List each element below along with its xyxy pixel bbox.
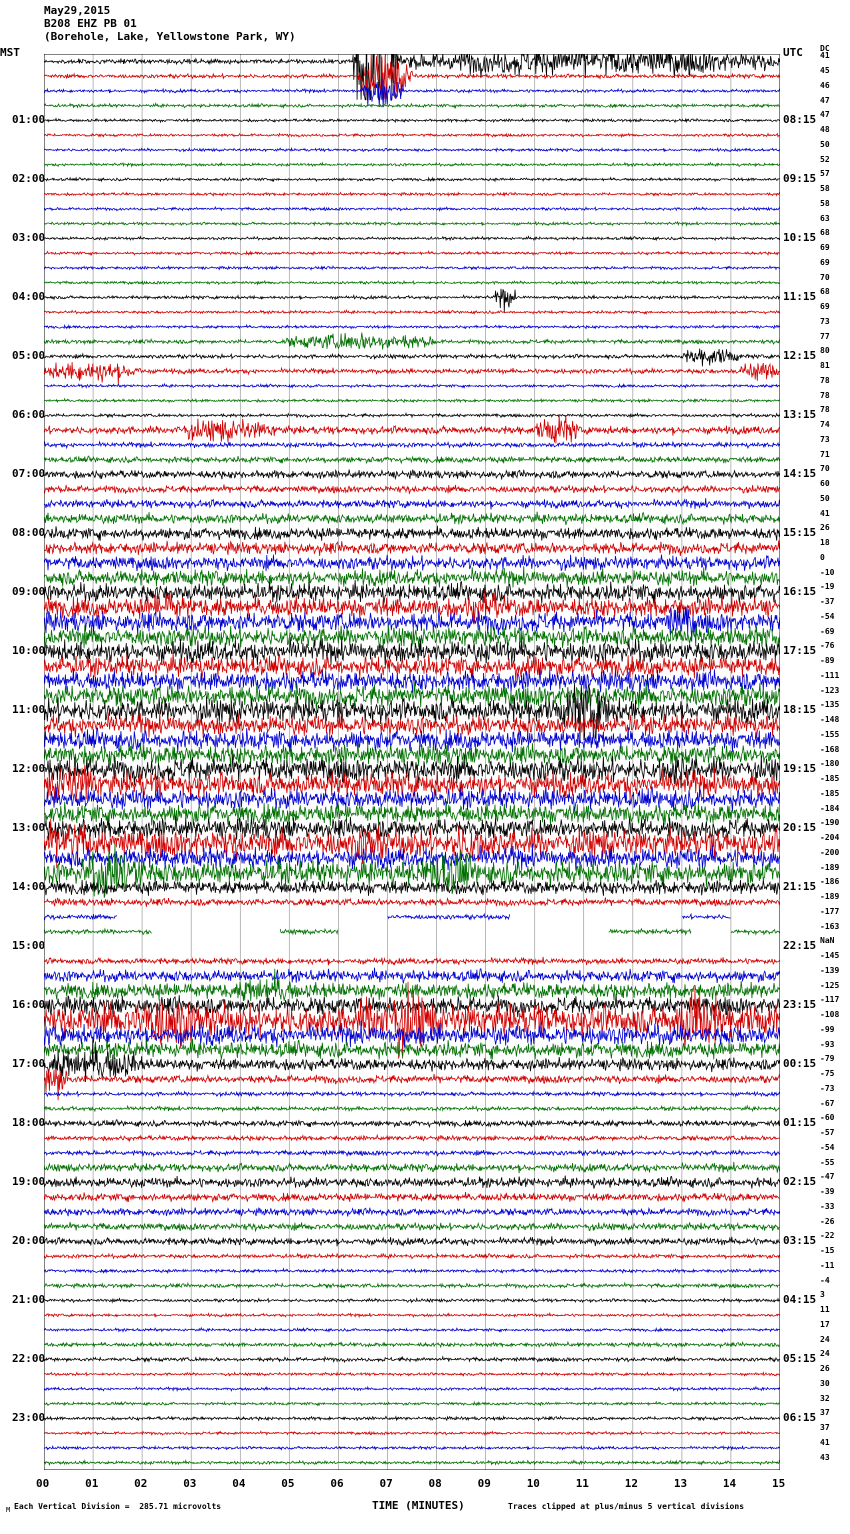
dc-value: -73 (820, 1083, 835, 1093)
dc-value: -139 (820, 965, 840, 975)
trace-line (44, 512, 780, 525)
dc-value: -185 (820, 788, 840, 798)
trace-line (44, 540, 780, 556)
trace-line (44, 898, 780, 907)
x-tick-label: 09 (477, 1477, 491, 1490)
dc-value: 41 (820, 1437, 830, 1447)
dc-value: -10 (820, 567, 835, 577)
x-tick-label: 15 (772, 1477, 786, 1490)
dc-value: 57 (820, 169, 830, 179)
hour-label-utc: 09:15 (783, 172, 817, 186)
trace-line (44, 1387, 780, 1391)
hour-label-mst: 17:00 (12, 1057, 46, 1071)
dc-value: 43 (820, 1452, 830, 1462)
dc-value: -79 (820, 1054, 835, 1064)
trace-line (280, 929, 338, 934)
trace-line (44, 148, 780, 152)
trace-line (44, 178, 780, 182)
dc-value: -189 (820, 892, 840, 902)
hour-label-mst: 07:00 (12, 467, 46, 481)
dc-value: 60 (820, 479, 830, 489)
x-tick-label: 08 (428, 1477, 442, 1490)
hour-label-mst: 22:00 (12, 1352, 46, 1366)
hour-label-mst: 18:00 (12, 1116, 46, 1130)
hour-label-mst: 23:00 (12, 1411, 46, 1425)
hour-label-utc: 05:15 (783, 1352, 817, 1366)
dc-value: 81 (820, 361, 830, 371)
dc-value: -189 (820, 862, 840, 872)
dc-value: -33 (820, 1201, 835, 1211)
hour-label-mst: 15:00 (12, 939, 46, 953)
dc-value: 69 (820, 243, 830, 253)
trace-line (44, 399, 780, 403)
dc-value: -123 (820, 685, 840, 695)
dc-value: 48 (820, 125, 830, 135)
hour-label-utc: 23:15 (783, 998, 817, 1012)
trace-line (44, 413, 780, 417)
dc-value: -145 (820, 951, 840, 961)
dc-value: 69 (820, 257, 830, 267)
trace-line (44, 1460, 780, 1464)
hour-label-utc: 02:15 (783, 1175, 817, 1189)
trace-line (44, 414, 780, 443)
trace-line (44, 325, 780, 329)
axis-label-utc: UTC (783, 46, 803, 59)
hour-label-mst: 16:00 (12, 998, 46, 1012)
dc-value: 0 (820, 552, 825, 562)
trace-line (44, 1373, 780, 1377)
trace-line (44, 1120, 780, 1127)
dc-value: 11 (820, 1305, 830, 1315)
dc-value: 37 (820, 1408, 830, 1418)
trace-line (44, 222, 780, 226)
trace-line (44, 957, 780, 965)
dc-value: 69 (820, 302, 830, 312)
trace-line (44, 78, 780, 107)
hour-label-utc: 17:15 (783, 644, 817, 658)
dc-value: 70 (820, 272, 830, 282)
trace-line (44, 119, 780, 123)
dc-value: 80 (820, 346, 830, 356)
dc-value: -180 (820, 759, 840, 769)
dc-value: -184 (820, 803, 840, 813)
dc-value: -185 (820, 774, 840, 784)
dc-value: 73 (820, 316, 830, 326)
trace-line (44, 754, 780, 788)
trace-line (44, 1283, 780, 1288)
dc-value: 73 (820, 434, 830, 444)
trace-line (44, 968, 780, 984)
dc-value: 47 (820, 110, 830, 120)
hour-label-utc: 04:15 (783, 1293, 817, 1307)
dc-value: -15 (820, 1246, 835, 1256)
trace-line (44, 1069, 780, 1100)
trace-line (44, 879, 780, 896)
trace-line (44, 1269, 780, 1273)
dc-value: -57 (820, 1128, 835, 1138)
trace-line (44, 289, 780, 312)
dc-value: -99 (820, 1024, 835, 1034)
dc-value: 30 (820, 1378, 830, 1388)
trace-line (609, 929, 691, 935)
dc-value: -148 (820, 715, 840, 725)
hour-label-utc: 08:15 (783, 113, 817, 127)
trace-line (44, 251, 780, 255)
dc-value: 68 (820, 287, 830, 297)
hour-label-utc: 16:15 (783, 585, 817, 599)
dc-value: -39 (820, 1187, 835, 1197)
footer-clip-note: Traces clipped at plus/minus 5 vertical divisions (508, 1502, 745, 1511)
dc-value: 68 (820, 228, 830, 238)
hour-label-utc: 11:15 (783, 290, 817, 304)
trace-line (44, 1192, 780, 1202)
hour-label-mst: 06:00 (12, 408, 46, 422)
trace-line (44, 1253, 780, 1258)
dc-value: -93 (820, 1039, 835, 1049)
dc-value: -200 (820, 847, 840, 857)
trace-line (44, 103, 780, 107)
trace-line (44, 310, 780, 314)
x-tick-label: 10 (526, 1477, 540, 1490)
x-tick-label: 12 (624, 1477, 639, 1490)
hour-label-utc: 21:15 (783, 880, 817, 894)
dc-value: 26 (820, 1364, 830, 1374)
dc-value: -155 (820, 729, 840, 739)
x-tick-label: 13 (673, 1477, 688, 1490)
dc-value: -69 (820, 626, 835, 636)
trace-line (44, 498, 780, 509)
dc-value: 24 (820, 1349, 830, 1359)
dc-value: -177 (820, 906, 840, 916)
trace-line (44, 844, 780, 872)
trace-line (44, 266, 780, 270)
trace-line (44, 362, 780, 385)
hour-label-utc: 01:15 (783, 1116, 817, 1130)
hour-label-mst: 05:00 (12, 349, 46, 363)
trace-line (44, 1176, 780, 1189)
seismogram-canvas (44, 54, 780, 1470)
dc-value: -117 (820, 995, 840, 1005)
seismogram-plot (44, 54, 780, 1470)
dc-value: -22 (820, 1231, 835, 1241)
dc-value: 70 (820, 464, 830, 474)
trace-line (44, 163, 780, 167)
dc-value: -204 (820, 833, 840, 843)
trace-line (44, 207, 780, 211)
hour-label-mst: 14:00 (12, 880, 46, 894)
dc-value: -108 (820, 1010, 840, 1020)
trace-line (44, 333, 780, 350)
dc-value: 52 (820, 154, 830, 164)
trace-line (44, 785, 780, 811)
dc-value: 78 (820, 375, 830, 385)
dc-value: -67 (820, 1098, 835, 1108)
dc-value: -47 (820, 1172, 835, 1182)
dc-value: -37 (820, 597, 835, 607)
dc-value: -75 (820, 1069, 835, 1079)
dc-value: 78 (820, 405, 830, 415)
header-location: (Borehole, Lake, Yellowstone Park, WY) (44, 30, 296, 43)
hour-label-utc: 20:15 (783, 821, 817, 835)
x-tick-label: 07 (379, 1477, 393, 1490)
hour-label-mst: 10:00 (12, 644, 46, 658)
hour-label-mst: 21:00 (12, 1293, 46, 1307)
x-tick-label: 14 (722, 1477, 737, 1490)
trace-line (44, 384, 780, 388)
hour-label-mst: 04:00 (12, 290, 46, 304)
dc-value: NaN (820, 936, 835, 946)
dc-value: 47 (820, 95, 830, 105)
trace-line (44, 555, 780, 572)
hour-label-utc: 00:15 (783, 1057, 817, 1071)
trace-line (44, 1208, 780, 1217)
dc-value: -54 (820, 611, 835, 621)
trace-line (44, 1222, 780, 1231)
hour-label-mst: 08:00 (12, 526, 46, 540)
trace-line (44, 470, 780, 480)
x-tick-label: 01 (85, 1477, 99, 1490)
trace-line (44, 192, 780, 196)
trace-line (44, 1039, 780, 1082)
hour-label-utc: 15:15 (783, 526, 817, 540)
hour-label-mst: 01:00 (12, 113, 46, 127)
hour-label-utc: 14:15 (783, 467, 817, 481)
dc-value: -19 (820, 582, 835, 592)
hour-label-utc: 22:15 (783, 939, 817, 953)
hour-label-mst: 03:00 (12, 231, 46, 245)
hour-label-mst: 12:00 (12, 762, 46, 776)
trace-line (44, 1402, 780, 1406)
trace-line (44, 914, 117, 920)
trace-line (44, 442, 780, 448)
dc-value: 58 (820, 184, 830, 194)
header-station: B208 EHZ PB 01 (44, 17, 137, 30)
hour-label-utc: 12:15 (783, 349, 817, 363)
dc-value: -76 (820, 641, 835, 651)
trace-line (44, 1135, 780, 1141)
dc-value: -4 (820, 1275, 830, 1285)
dc-value: -125 (820, 980, 840, 990)
trace-line (44, 1431, 780, 1435)
x-tick-label: 11 (575, 1477, 589, 1490)
dc-value: -55 (820, 1157, 835, 1167)
axis-label-mst: MST (0, 46, 20, 59)
dc-value: -163 (820, 921, 840, 931)
x-tick-label: 06 (330, 1477, 344, 1490)
dc-value: -190 (820, 818, 840, 828)
dc-value: 58 (820, 198, 830, 208)
x-tick-label: 04 (232, 1477, 246, 1490)
dc-value: -89 (820, 656, 835, 666)
dc-value: 71 (820, 449, 830, 459)
trace-line (44, 929, 152, 934)
trace-line (44, 485, 780, 494)
dc-value: -168 (820, 744, 840, 754)
dc-value: 41 (820, 51, 830, 61)
trace-line (44, 1236, 780, 1246)
hour-label-utc: 03:15 (783, 1234, 817, 1248)
trace-line (44, 969, 780, 1007)
x-tick-label: 02 (134, 1477, 148, 1490)
dc-value: 3 (820, 1290, 825, 1300)
dc-value: -111 (820, 670, 840, 680)
trace-line (44, 1106, 780, 1111)
trace-line (682, 914, 730, 919)
micro-symbol: M (6, 1506, 11, 1514)
footer-xlabel: TIME (MINUTES) (372, 1499, 465, 1512)
dc-value: -60 (820, 1113, 835, 1123)
hour-label-mst: 20:00 (12, 1234, 46, 1248)
header-block (44, 4, 296, 43)
dc-value: -135 (820, 700, 840, 710)
hour-label-mst: 13:00 (12, 821, 46, 835)
trace-line (44, 1357, 780, 1362)
dc-value: 24 (820, 1334, 830, 1344)
dc-value: 50 (820, 139, 830, 149)
dc-value: 37 (820, 1423, 830, 1433)
trace-line (731, 930, 780, 935)
trace-line (44, 727, 780, 752)
trace-line (44, 281, 780, 284)
x-tick-label: 03 (183, 1477, 197, 1490)
hour-label-utc: 10:15 (783, 231, 817, 245)
dc-value: 41 (820, 508, 830, 518)
dc-value: 50 (820, 493, 830, 503)
header-date: May29,2015 (44, 4, 111, 17)
trace-line (44, 844, 780, 898)
dc-value: -26 (820, 1216, 835, 1226)
dc-value: 17 (820, 1319, 830, 1329)
dc-value: -186 (820, 877, 840, 887)
dc-value: 63 (820, 213, 830, 223)
dc-value: 78 (820, 390, 830, 400)
trace-line (44, 668, 780, 694)
footer-scale-note: Each Vertical Division = 285.71 microvolts (14, 1502, 222, 1511)
trace-line (44, 1313, 780, 1317)
hour-label-mst: 19:00 (12, 1175, 46, 1189)
dc-value: 77 (820, 331, 830, 341)
dc-value: -11 (820, 1260, 835, 1270)
hour-label-mst: 09:00 (12, 585, 46, 599)
dc-value: 74 (820, 420, 830, 430)
trace-line (44, 526, 780, 541)
hour-label-utc: 06:15 (783, 1411, 817, 1425)
trace-line (44, 349, 780, 367)
trace-line (44, 236, 780, 240)
dc-value: -54 (820, 1142, 835, 1152)
trace-line (388, 914, 510, 919)
trace-line (44, 652, 780, 681)
dc-value: 46 (820, 80, 830, 90)
hour-label-utc: 13:15 (783, 408, 817, 422)
trace-line (44, 456, 780, 464)
axis-label-dc: DC (820, 44, 830, 53)
hour-label-mst: 02:00 (12, 172, 46, 186)
trace-line (44, 566, 780, 589)
dc-value: 18 (820, 538, 830, 548)
dc-value: 26 (820, 523, 830, 533)
trace-line (44, 1328, 780, 1332)
trace-line (44, 1446, 780, 1450)
hour-label-utc: 19:15 (783, 762, 817, 776)
trace-line (44, 1416, 780, 1420)
trace-line (44, 1342, 780, 1347)
trace-line (44, 1150, 780, 1156)
x-tick-label: 00 (36, 1477, 50, 1490)
trace-line (44, 1162, 780, 1173)
x-tick-label: 05 (281, 1477, 295, 1490)
hour-label-mst: 11:00 (12, 703, 46, 717)
trace-line (44, 133, 780, 137)
x-axis-ticks (0, 1477, 850, 1491)
trace-line (44, 1299, 780, 1303)
hour-label-utc: 18:15 (783, 703, 817, 717)
dc-value: 45 (820, 66, 830, 76)
trace-line (44, 1092, 780, 1097)
dc-value: 32 (820, 1393, 830, 1403)
